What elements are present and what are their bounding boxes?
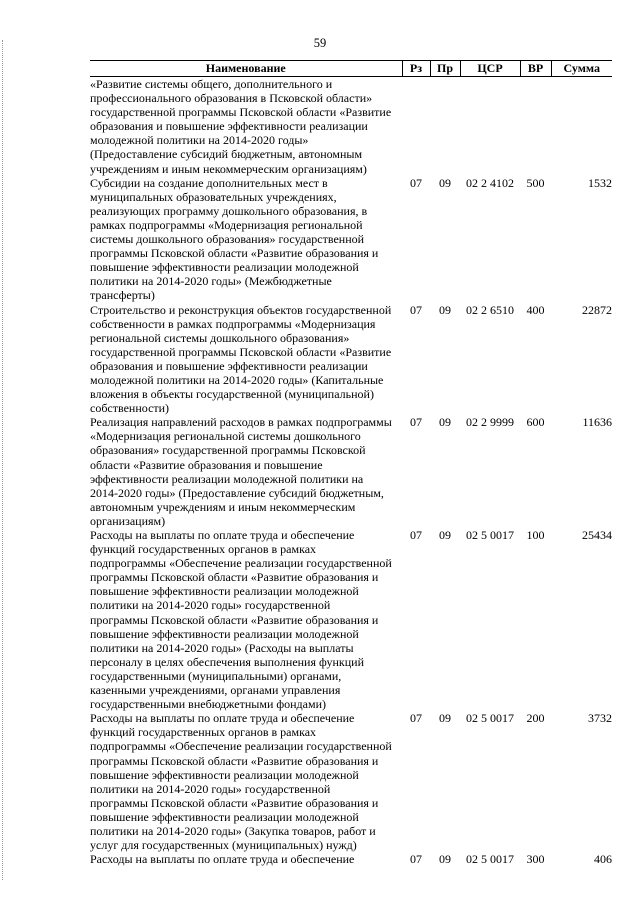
row-vr: 200: [526, 711, 545, 726]
row-csr: 02 5 0017: [466, 852, 514, 867]
row-vr: 100: [526, 528, 545, 542]
row-sum: 3732: [588, 711, 612, 726]
row-csr: 02 2 4102: [466, 175, 514, 190]
row-rz: [402, 77, 430, 176]
page-number: 59: [313, 36, 327, 50]
row-rz: 07: [410, 302, 422, 317]
row-rz: 07: [410, 528, 422, 542]
table-body: [90, 77, 612, 867]
table-row: [90, 77, 612, 176]
row-sum: [551, 77, 612, 176]
row-csr: 02 5 0017: [466, 528, 514, 542]
row-pr: 09: [439, 415, 451, 430]
row-vr: 400: [526, 302, 545, 317]
header-row: [90, 61, 612, 77]
budget-table: [90, 60, 612, 866]
table-row: [90, 528, 612, 711]
row-pr: 09: [439, 175, 451, 190]
table-row: [90, 303, 612, 416]
table-row: [90, 415, 612, 528]
row-csr: 02 2 9999: [466, 415, 514, 430]
row-name: Субсидии на создание дополнительных мест в муниципальных образовательных учреждениях, реализующих программу дошкольного образования, в рамках подпрограммы «Модернизация региональной системы дошкольного образования» государственной программы Псковской области «Развитие образования и повышение эффективности реализации молодежной политики на 2014-2020 годы» (Межбюджетные трансферты): [90, 175, 379, 303]
table-header: [90, 61, 612, 77]
row-sum: 22872: [582, 302, 612, 317]
row-sum: 11636: [582, 415, 612, 430]
row-name: Расходы на выплаты по оплате труда и обеспечение: [90, 852, 355, 867]
row-name: Расходы на выплаты по оплате труда и обеспечение функций государственных органов в рамках подпрограммы «Обеспечение реализации государственной программы Псковской области «Развитие образования и повышение эффективности реализации молодежной политики на 2014-2020 годы» государственной программы Псковской области «Развитие образования и повышение эффективности реализации молодежной политики на 2014-2020 годы» (Расходы на выплаты персоналу в целях обеспечения выполнения функций государственными (муниципальными) органами, казенными учреждениями, органами управления государственными внебюджетными фондами): [90, 528, 392, 712]
row-rz: 07: [410, 711, 422, 726]
row-csr: 02 5 0017: [466, 711, 514, 726]
row-rz: 07: [410, 175, 422, 190]
table-row: [90, 852, 612, 866]
scan-edge-line: [2, 40, 4, 880]
header-csr: ЦСР: [460, 61, 520, 77]
header-sum: Сумма: [551, 61, 612, 77]
row-name: Строительство и реконструкция объектов государственной собственности в рамках подпрограммы «Модернизация региональной системы дошкольного образования» государственной программы Псковской области «Развитие образования и повышение эффективности реализации молодежной политики на 2014-2020 годы» (Капитальные вложения в объекты государственной (муниципальной) собственности): [90, 302, 392, 416]
header-vr: ВР: [520, 61, 551, 77]
row-pr: 09: [439, 852, 451, 867]
header-pr: Пр: [430, 61, 460, 77]
table-row: [90, 711, 612, 852]
row-csr: 02 2 6510: [466, 302, 514, 317]
row-pr: 09: [439, 711, 451, 726]
row-sum: 25434: [582, 528, 612, 542]
row-rz: 07: [410, 852, 422, 867]
row-name: Расходы на выплаты по оплате труда и обеспечение функций государственных органов в рамках подпрограммы «Обеспечение реализации государственной программы Псковской области «Развитие образования и повышение эффективности реализации молодежной политики на 2014-2020 годы» государственной программы Псковской области «Развитие образования и повышение эффективности реализации молодежной политики на 2014-2020 годы» (Закупка товаров, работ и услуг для государственных (муниципальных) нужд): [90, 711, 392, 853]
row-rz: 07: [410, 415, 422, 430]
table-row: [90, 176, 612, 303]
row-vr: 300: [526, 852, 545, 867]
row-sum: 406: [594, 852, 612, 867]
row-name: Реализация направлений расходов в рамках подпрограммы «Модернизация региональной системы дошкольного образования» государственной программы Псковской области «Развитие образования и повышение эффективности реализации молодежной политики на 2014-2020 годы» (Предоставление субсидий бюджетным, автономным учреждениям и иным некоммерческим организациям): [90, 415, 392, 528]
header-name: Наименование: [90, 61, 402, 77]
row-pr: 09: [439, 528, 451, 542]
row-sum: 1532: [588, 175, 612, 190]
row-vr: 600: [526, 415, 545, 430]
row-name: «Развитие системы общего, дополнительного и профессионального образования в Псковской области» государственной программы Псковской области «Развитие образования и повышение эффективности реализации молодежной политики на 2014-2020 годы» (Предоставление субсидий бюджетным, автономным учреждениям и иным некоммерческим организациям): [90, 77, 392, 176]
row-pr: [430, 77, 460, 176]
row-pr: 09: [439, 302, 451, 317]
row-csr: [460, 77, 520, 176]
header-rz: Рз: [402, 61, 430, 77]
row-vr: [520, 77, 551, 176]
row-vr: 500: [526, 175, 545, 190]
